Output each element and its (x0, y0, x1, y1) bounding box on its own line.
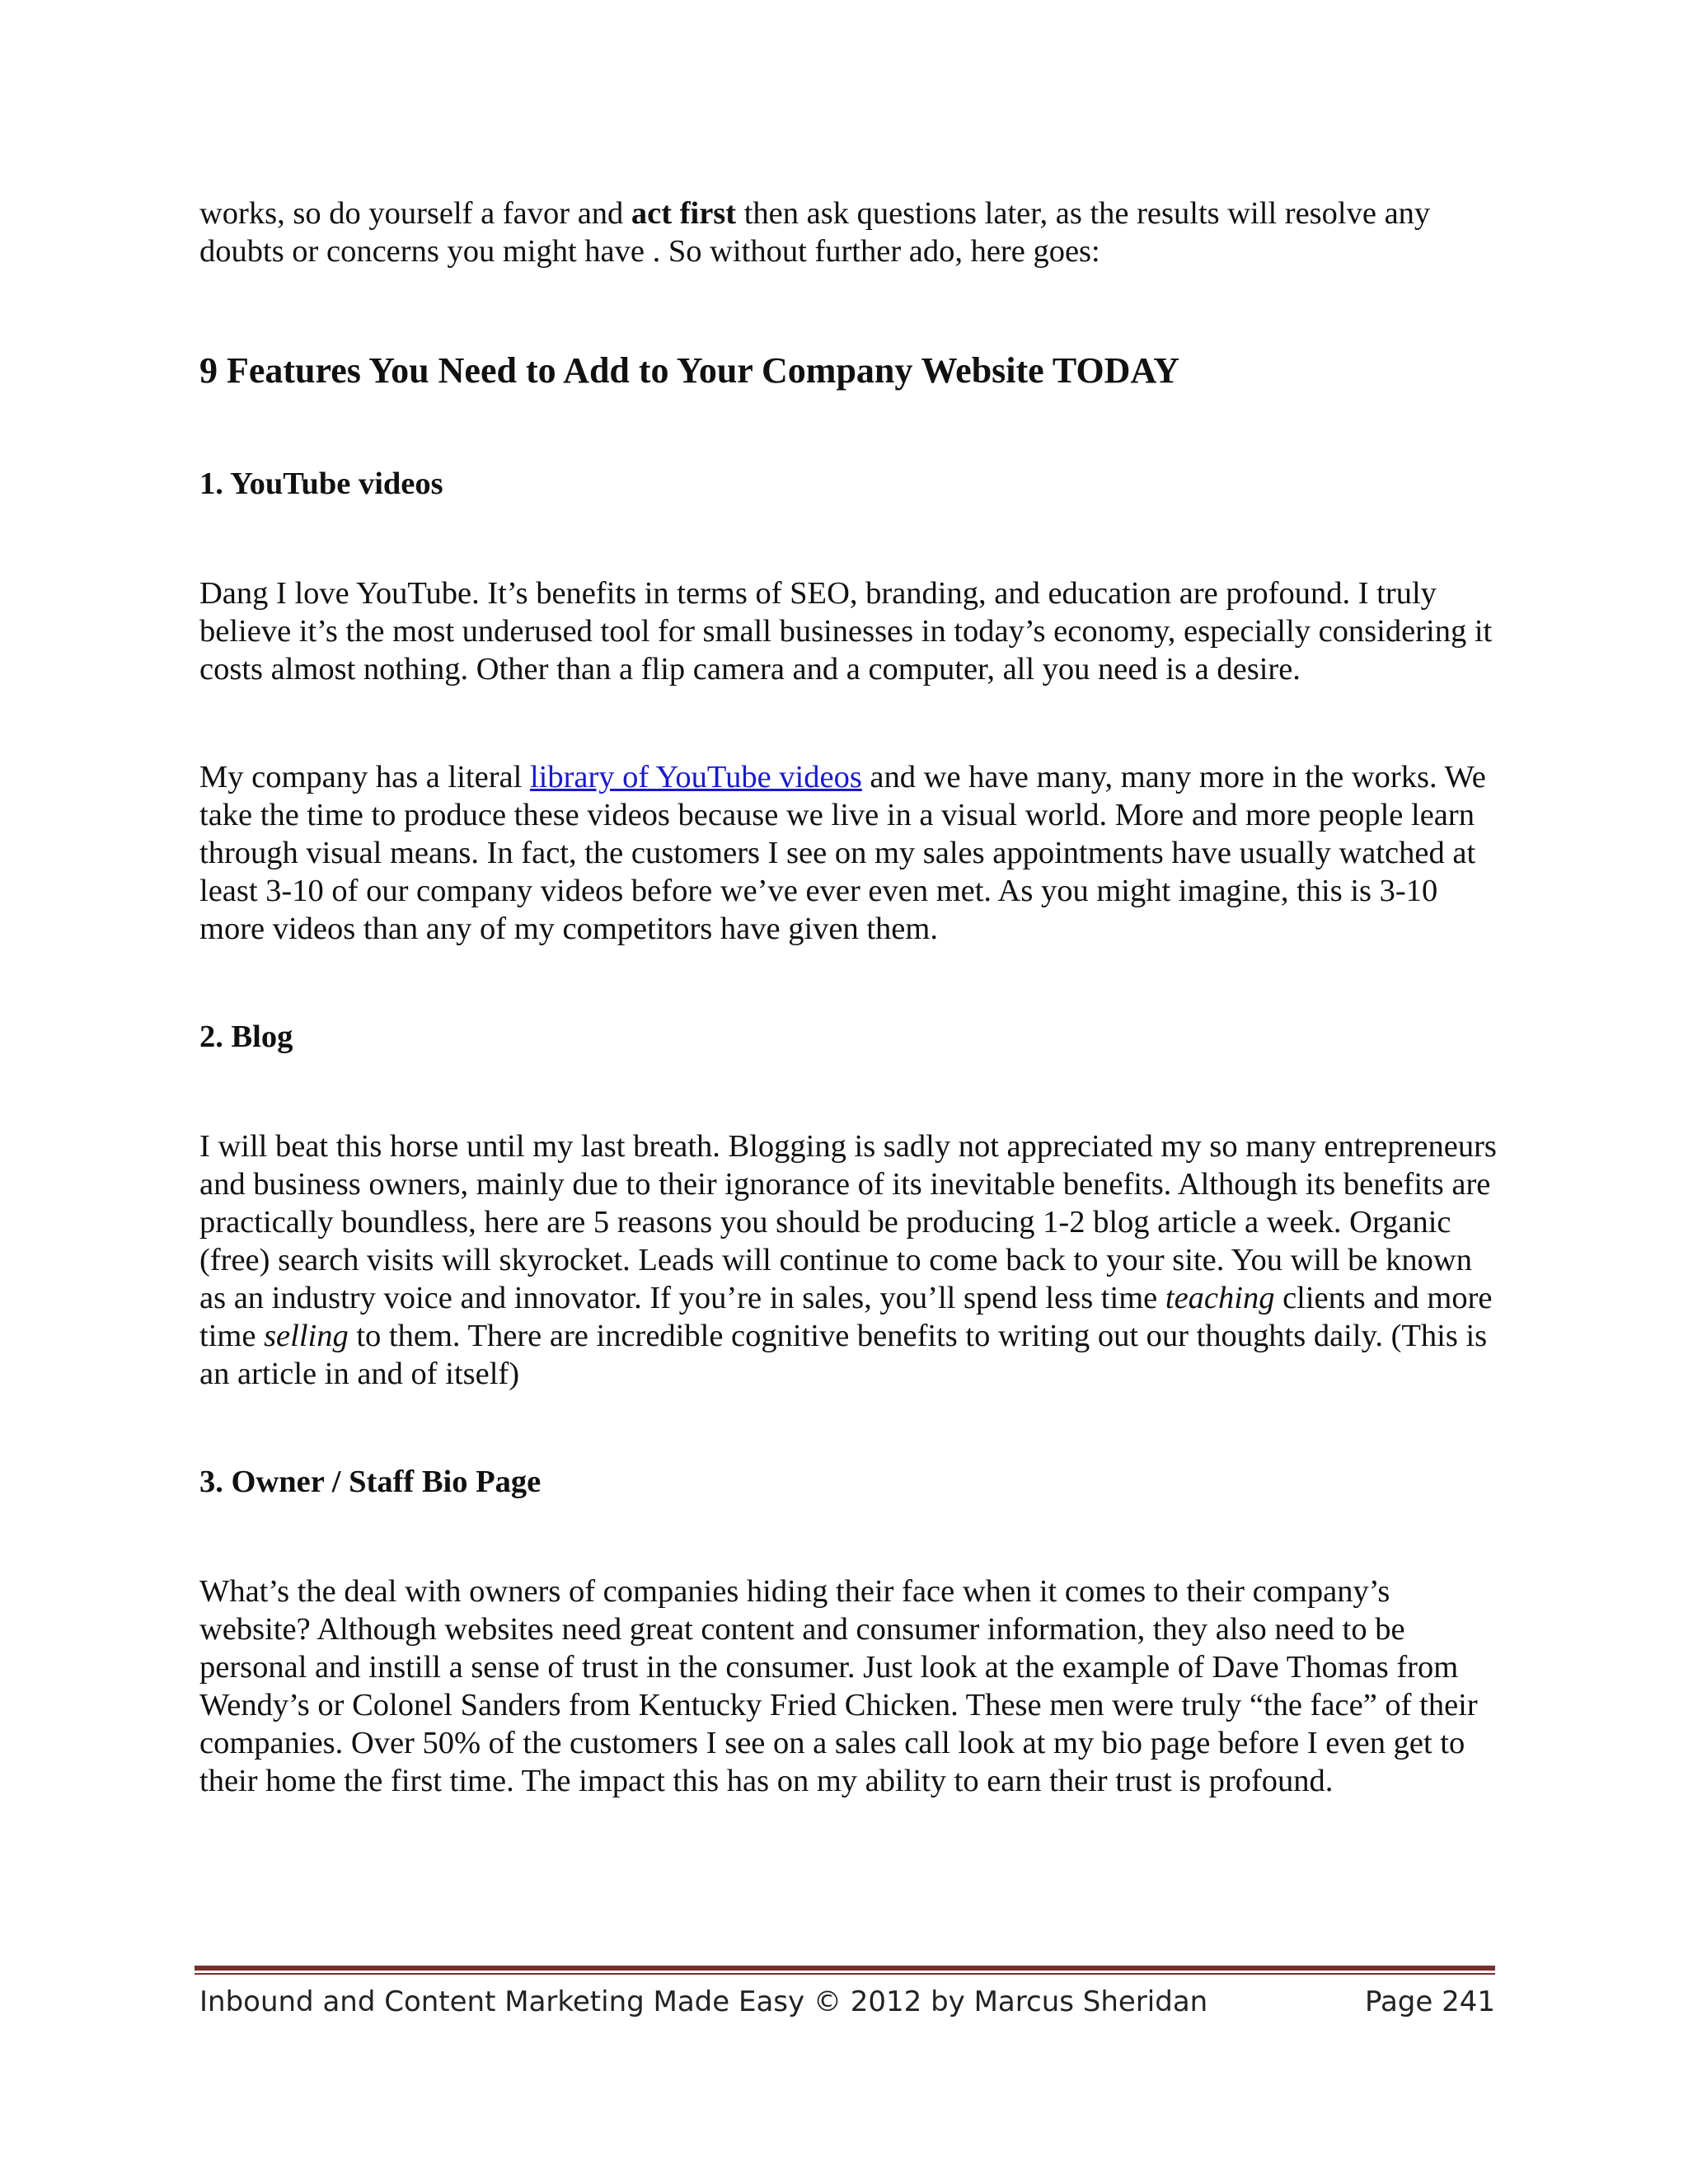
blog-text-2: clients and more time (199, 1281, 1493, 1353)
youtube-library-link[interactable]: library of YouTube videos (529, 760, 862, 794)
blog-text-3: to them. There are incredible cognitive benefits to writing out our thoughts daily. (This is an article in and of itself) (199, 1319, 1488, 1391)
youtube-paragraph-2 (199, 758, 1502, 948)
footer-rule-thin (195, 1973, 1495, 1975)
footer-rule-thick (195, 1966, 1495, 1971)
page-body (199, 194, 1502, 1800)
blog-italic-selling: selling (264, 1319, 349, 1353)
blog-paragraph (199, 1127, 1502, 1393)
page-footer (199, 1981, 1495, 2022)
intro-bold-text: act first (631, 196, 737, 231)
footer-copyright: Inbound and Content Marketing Made Easy © 2012 by Marcus Sheridan (199, 1985, 1208, 2018)
page-number: Page 241 (1364, 1985, 1495, 2018)
section-heading-bio: 3. Owner / Staff Bio Page (199, 1465, 542, 1499)
intro-text-end: then ask questions later, as the results will resolve any doubts or concerns you might have . So without further ado, here goes: (199, 196, 1431, 269)
bio-paragraph: What’s the deal with owners of companies hiding their face when it comes to their company’s website? Although websites need great content and consumer information, they also need to be personal and instill a sense of trust in the consumer. Just look at the example of Dave Thomas from Wendy’s or Colonel Sanders from Kentucky Fried Chicken. These men were truly “the face” of their companies. Over 50% of the customers I see on a sales call look at my bio page before I even get to their home the first time. The impact this has on my ability to earn their trust is profound. (199, 1574, 1478, 1798)
section-heading-blog: 2. Blog (199, 1019, 293, 1054)
main-title: 9 Features You Need to Add to Your Company Website TODAY (199, 350, 1179, 391)
blog-text-1: I will beat this horse until my last breath. Blogging is sadly not appreciated my so many entrepreneurs and business owners, mainly due to their ignorance of its inevitable benefits. Although its benefits are practically boundless, here are 5 reasons you should be producing 1-2 blog article a week. Organic (free) search visits will skyrocket. Leads will continue to come back to your site. You will be known as an industry voice and innovator. If you’re in sales, you’ll spend less time (199, 1129, 1497, 1315)
blog-italic-teaching: teaching (1165, 1281, 1275, 1315)
section-heading-youtube: 1. YouTube videos (199, 466, 443, 501)
youtube-paragraph-2-start: My company has a literal (199, 760, 530, 794)
intro-paragraph (199, 194, 1502, 270)
youtube-paragraph-1: Dang I love YouTube. It’s benefits in terms of SEO, branding, and education are profound. I truly believe it’s the most underused tool for small businesses in today’s economy, especially considering it costs almost nothing. Other than a flip camera and a computer, all you need is a desire. (199, 576, 1493, 687)
footer-rule (195, 1966, 1495, 1975)
youtube-paragraph-2-end: and we have many, many more in the works. We take the time to produce these videos because we live in a visual world. More and more people learn through visual means. In fact, the customers I see on my sales appointments have usually watched at least 3-10 of our company videos before we’ve ever even met. As you might imagine, this is 3-10 more videos than any of my competitors have given them. (199, 760, 1486, 946)
intro-text-start: works, so do yourself a favor and (199, 196, 631, 231)
